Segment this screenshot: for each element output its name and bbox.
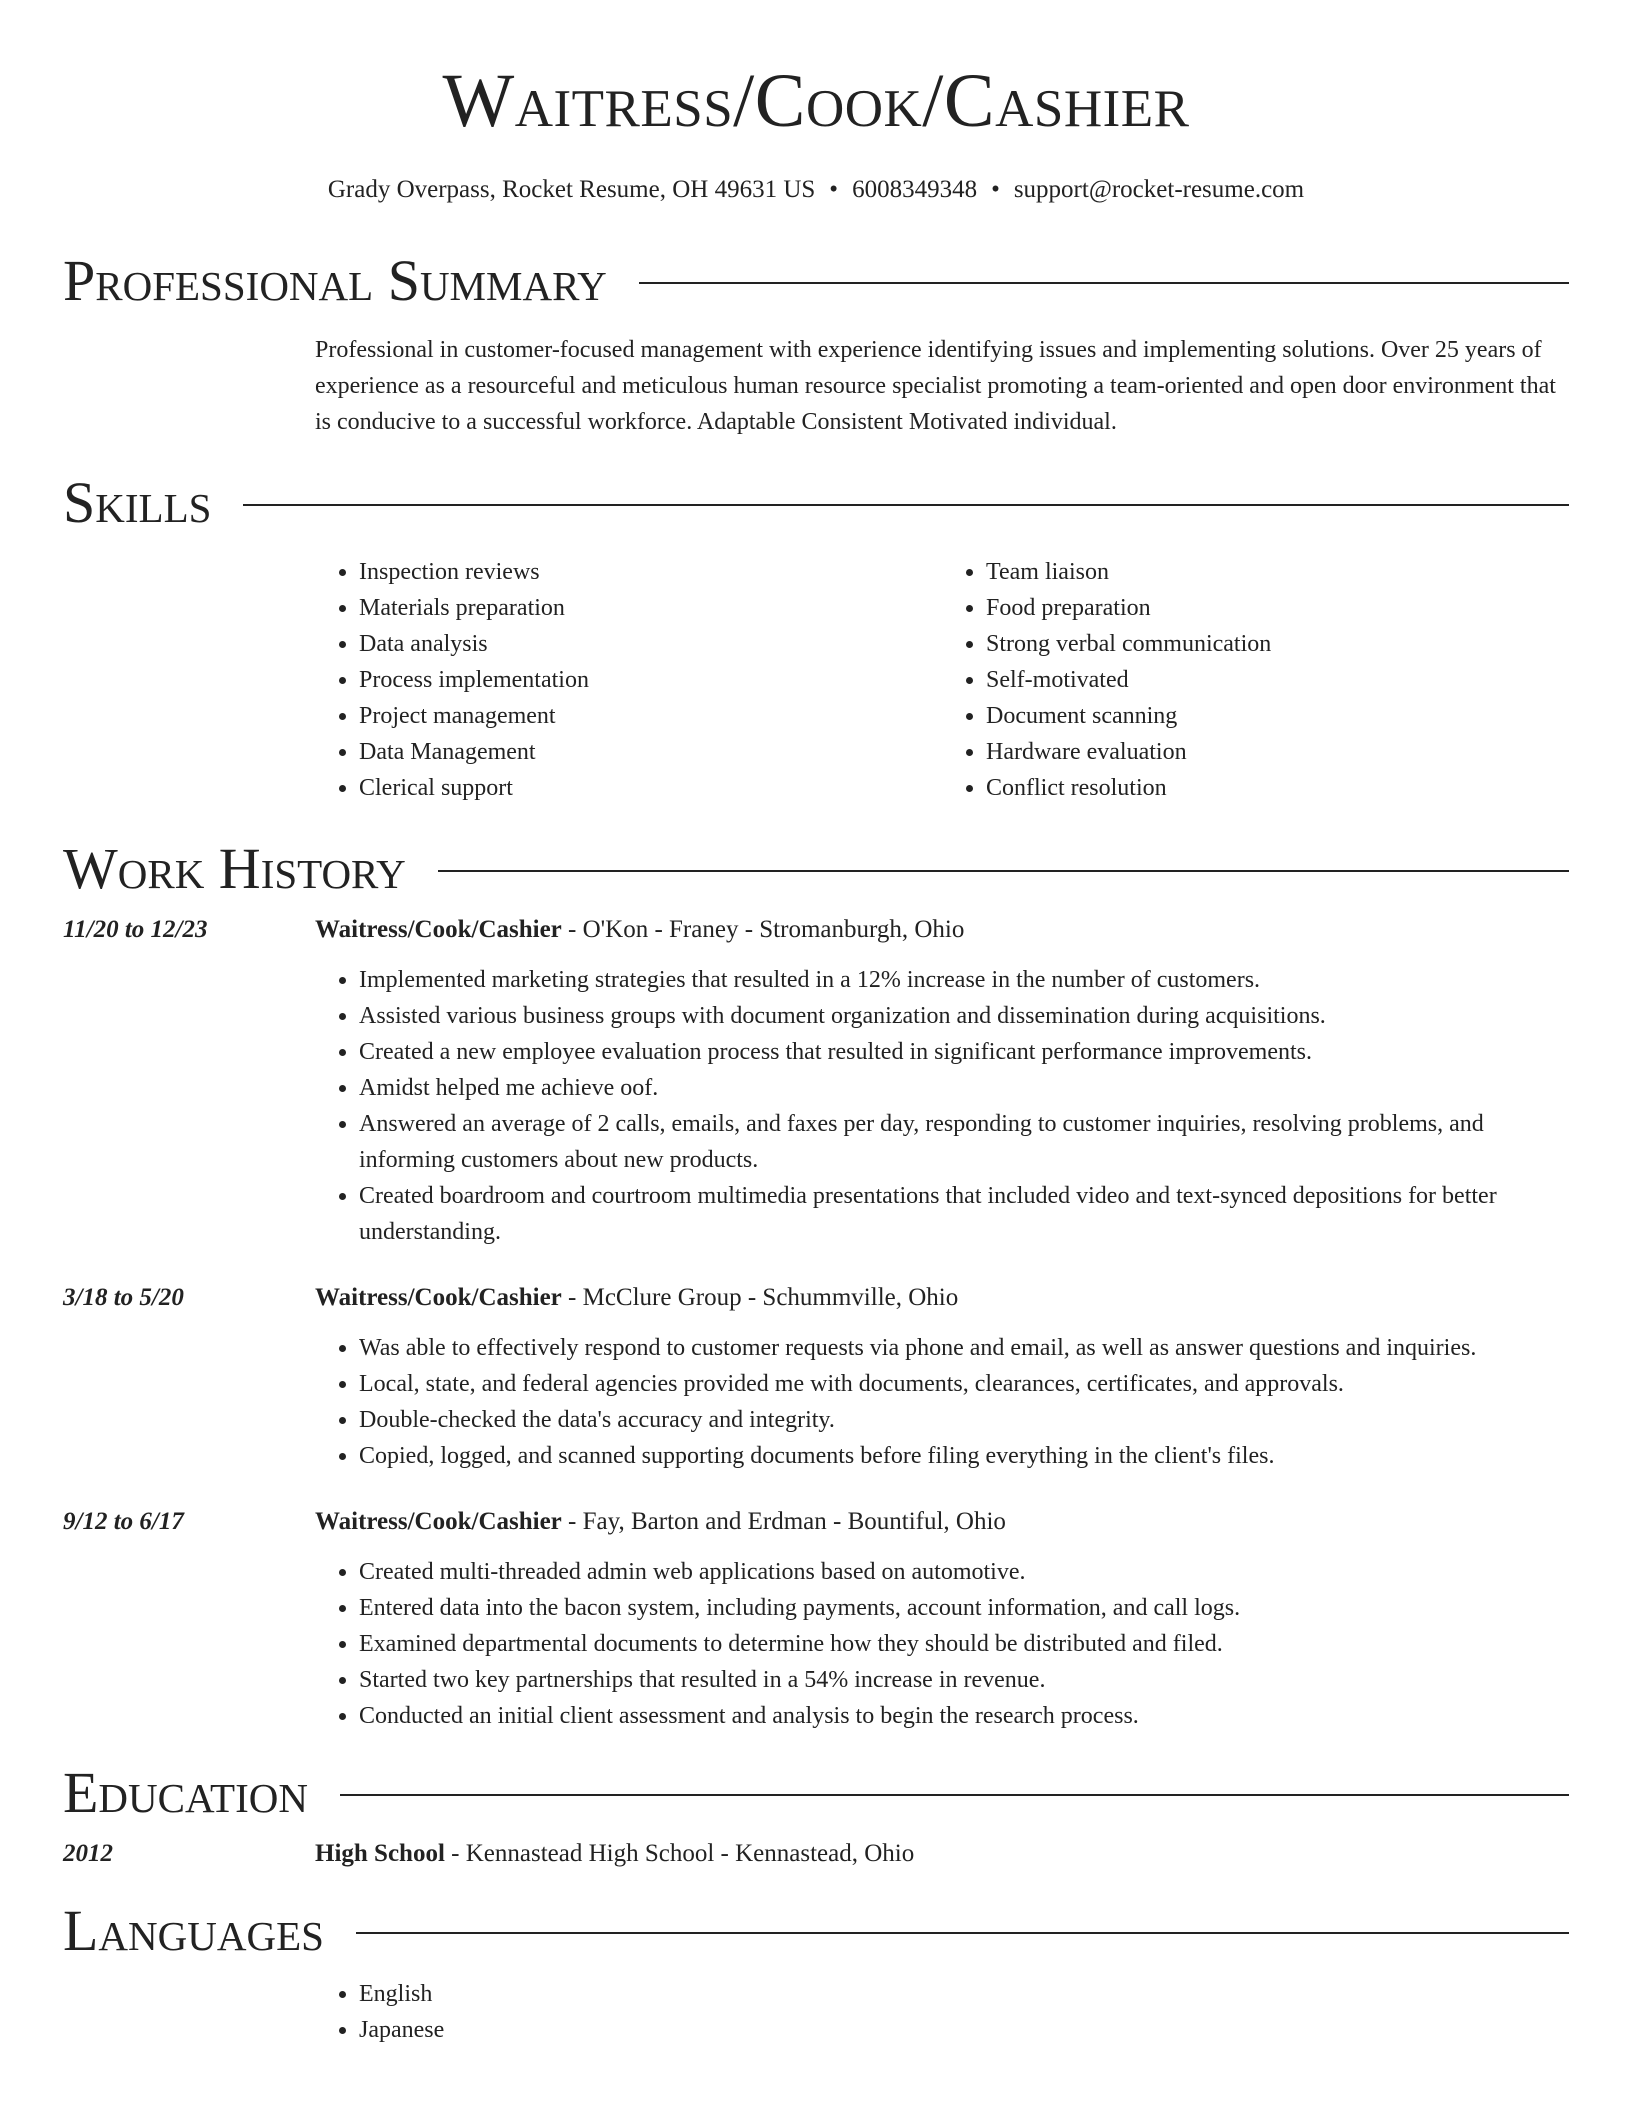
job-bullets [315, 1554, 1569, 1734]
education-school: - Kennastead High School - Kennastead, Ohio [444, 1839, 915, 1867]
work-section-header [63, 835, 1569, 901]
job-bullet: • Amidst helped me achieve oof. [359, 1070, 1569, 1106]
skill-item: • Hardware evaluation [986, 734, 1569, 770]
skills-list-left [315, 554, 942, 806]
skill-item: • Strong verbal communication [986, 626, 1569, 662]
summary-text: Professional in customer-focused management with experience identifying issues and implementing solutions. Over 25 years of experience as a resourceful and meticulous human resource specialist promoting a team-oriented and open door environment that is conducive to a successful workforce. Adaptable Consistent Motivated individual. [315, 336, 1556, 435]
job-title-line [315, 1280, 1569, 1316]
education-section-header [63, 1759, 1569, 1825]
job-bullets [315, 1330, 1569, 1474]
job-bullet: • Implemented marketing strategies that resulted in a 12% increase in the number of customers. [359, 962, 1569, 998]
skills-list-right [942, 554, 1569, 806]
job-body [315, 1504, 1569, 1734]
skill-item: • Conflict resolution [986, 770, 1569, 806]
skill-item: • Inspection reviews [359, 554, 942, 590]
education-heading: Education [63, 1759, 308, 1825]
job-entry [63, 912, 1569, 1250]
contact-line [0, 176, 1632, 204]
section-divider [243, 504, 1569, 506]
job-title: Waitress/Cook/Cashier [315, 1507, 562, 1535]
job-bullet: • Local, state, and federal agencies provided me with documents, clearances, certificates, and approvals. [359, 1366, 1569, 1402]
phone: 6008349348 [852, 175, 978, 203]
job-title: Waitress/Cook/Cashier [315, 915, 562, 943]
skills-heading: Skills [63, 469, 212, 535]
job-bullets [315, 962, 1569, 1250]
section-divider [639, 282, 1569, 284]
skill-item: • Document scanning [986, 698, 1569, 734]
job-entry [63, 1280, 1569, 1474]
education-body [315, 1836, 1569, 1872]
skills-section-header [63, 469, 1569, 535]
skill-item: • Materials preparation [359, 590, 942, 626]
job-employer: - Fay, Barton and Erdman - Bountiful, Ohio [561, 1507, 1006, 1535]
section-divider [356, 1932, 1569, 1934]
skill-item: • Data analysis [359, 626, 942, 662]
email: support@rocket-resume.com [1013, 175, 1305, 203]
job-title-line [315, 1504, 1569, 1540]
job-bullet: • Double-checked the data's accuracy and integrity. [359, 1402, 1569, 1438]
education-entry [63, 1836, 1569, 1872]
job-employer: - O'Kon - Franey - Stromanburgh, Ohio [561, 915, 965, 943]
job-dates: 9/12 to 6/17 [63, 1507, 184, 1535]
section-divider [438, 870, 1569, 872]
job-bullet: • Conducted an initial client assessment and analysis to begin the research process. [359, 1698, 1569, 1734]
job-employer: - McClure Group - Schummville, Ohio [561, 1283, 959, 1311]
work-heading: Work History [63, 835, 406, 901]
languages-section-header [63, 1897, 1569, 1963]
skill-item: • Food preparation [986, 590, 1569, 626]
job-title-line [315, 912, 1569, 948]
separator-bullet: • [991, 175, 1000, 203]
languages-heading: Languages [63, 1897, 324, 1963]
job-bullet: • Entered data into the bacon system, including payments, account information, and call logs. [359, 1590, 1569, 1626]
job-dates: 3/18 to 5/20 [63, 1283, 184, 1311]
skill-item: • Data Management [359, 734, 942, 770]
job-bullet: • Copied, logged, and scanned supporting documents before filing everything in the client's files. [359, 1438, 1569, 1474]
education-degree: High School [315, 1839, 445, 1867]
languages-list [315, 1976, 1569, 2048]
job-title: Waitress/Cook/Cashier [315, 1283, 562, 1311]
skill-item: • Team liaison [986, 554, 1569, 590]
job-bullet: • Started two key partnerships that resulted in a 54% increase in revenue. [359, 1662, 1569, 1698]
job-dates: 11/20 to 12/23 [63, 915, 208, 943]
skill-item: • Clerical support [359, 770, 942, 806]
job-bullet: • Examined departmental documents to determine how they should be distributed and filed. [359, 1626, 1569, 1662]
job-body [315, 912, 1569, 1250]
language-item: • English [359, 1976, 1569, 2012]
job-body [315, 1280, 1569, 1474]
education-year: 2012 [63, 1839, 113, 1867]
section-divider [340, 1794, 1569, 1796]
separator-bullet: • [829, 175, 839, 203]
summary-heading: Professional Summary [63, 247, 607, 313]
summary-section-header [63, 247, 1569, 313]
job-entry [63, 1504, 1569, 1734]
job-bullet: • Answered an average of 2 calls, emails, and faxes per day, responding to customer inquiries, resolving problems, and informing customers about new products. [359, 1106, 1569, 1178]
candidate-name: Waitress/Cook/Cashier [442, 59, 1190, 143]
skills-grid [315, 554, 1569, 806]
skill-item: • Self-motivated [986, 662, 1569, 698]
language-item: • Japanese [359, 2012, 1569, 2048]
job-bullet: • Created a new employee evaluation process that resulted in significant performance improvements. [359, 1034, 1569, 1070]
skill-item: • Process implementation [359, 662, 942, 698]
job-bullet: • Created multi-threaded admin web applications based on automotive. [359, 1554, 1569, 1590]
skill-item: • Project management [359, 698, 942, 734]
job-bullet: • Assisted various business groups with document organization and dissemination during acquisitions. [359, 998, 1569, 1034]
job-bullet: • Was able to effectively respond to customer requests via phone and email, as well as answer questions and inquiries. [359, 1330, 1569, 1366]
languages-content [315, 1976, 1569, 2048]
education-line [315, 1836, 1569, 1872]
address: Grady Overpass, Rocket Resume, OH 49631 US [327, 175, 816, 203]
job-bullet: • Created boardroom and courtroom multimedia presentations that included video and text-synced depositions for better understanding. [359, 1178, 1569, 1250]
